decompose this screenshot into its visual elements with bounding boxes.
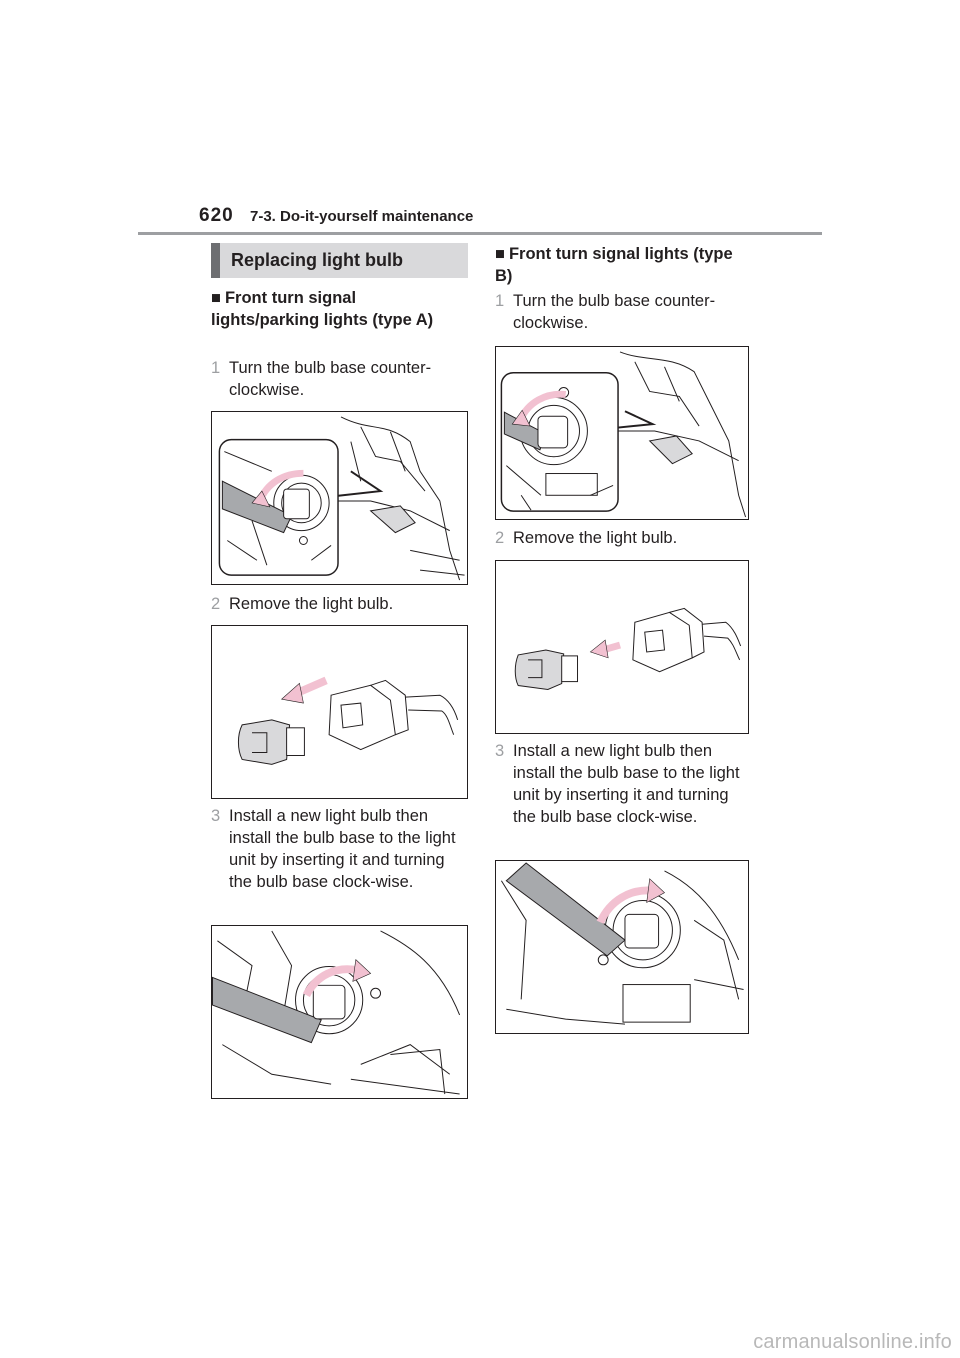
step-number: 3: [211, 807, 221, 825]
step-text: Install a new light bulb then install the bulb base to the light unit by inserting it and turning the bulb base clock-wise.: [513, 742, 740, 826]
step-number: 3: [495, 742, 505, 760]
step-number: 2: [211, 595, 221, 613]
section-title: 7-3. Do-it-yourself maintenance: [250, 208, 474, 225]
figure-a-step1-illustration: [212, 412, 467, 584]
figure-a-step3: [211, 925, 468, 1099]
step-number: 1: [211, 359, 221, 377]
figure-b-step3-illustration: [496, 861, 748, 1033]
figure-b-step2: [495, 560, 749, 734]
figure-b-step3: [495, 860, 749, 1034]
square-bullet-icon: ■: [495, 245, 505, 263]
watermark: carmanualsonline.info: [753, 1331, 952, 1353]
step-text: Remove the light bulb.: [229, 595, 394, 613]
page-number: 620: [199, 205, 234, 226]
figure-a-step3-illustration: [212, 926, 467, 1098]
step-text: Turn the bulb base counter-clockwise.: [229, 359, 432, 399]
subhead-type-a-text: Front turn signal lights/parking lights (type A): [211, 289, 434, 329]
step-text: Turn the bulb base counter-clockwise.: [513, 292, 716, 332]
step-text: Install a new light bulb then install the bulb base to the light unit by inserting it and turning the bulb base clock-wise.: [229, 807, 456, 891]
step-b-3: [495, 740, 750, 828]
figure-a-step2-illustration: [212, 626, 467, 798]
step-a-3: [211, 805, 466, 893]
section-heading: Replacing light bulb: [211, 243, 468, 278]
step-b-1: [495, 290, 750, 334]
figure-b-step1: [495, 346, 749, 520]
step-number: 1: [495, 292, 505, 310]
step-a-1: [211, 357, 466, 401]
figure-a-step2: [211, 625, 468, 799]
subhead-type-b: [495, 243, 735, 287]
figure-b-step1-illustration: [496, 347, 748, 519]
step-b-2: [495, 527, 750, 549]
header-rule: [138, 232, 822, 235]
step-number: 2: [495, 529, 505, 547]
figure-a-step1: [211, 411, 468, 585]
step-a-2: [211, 593, 466, 615]
step-text: Remove the light bulb.: [513, 529, 678, 547]
subhead-type-b-text: Front turn signal lights (type B): [495, 245, 733, 285]
figure-b-step2-illustration: [496, 561, 748, 733]
square-bullet-icon: ■: [211, 289, 221, 307]
subhead-type-a: [211, 287, 446, 331]
